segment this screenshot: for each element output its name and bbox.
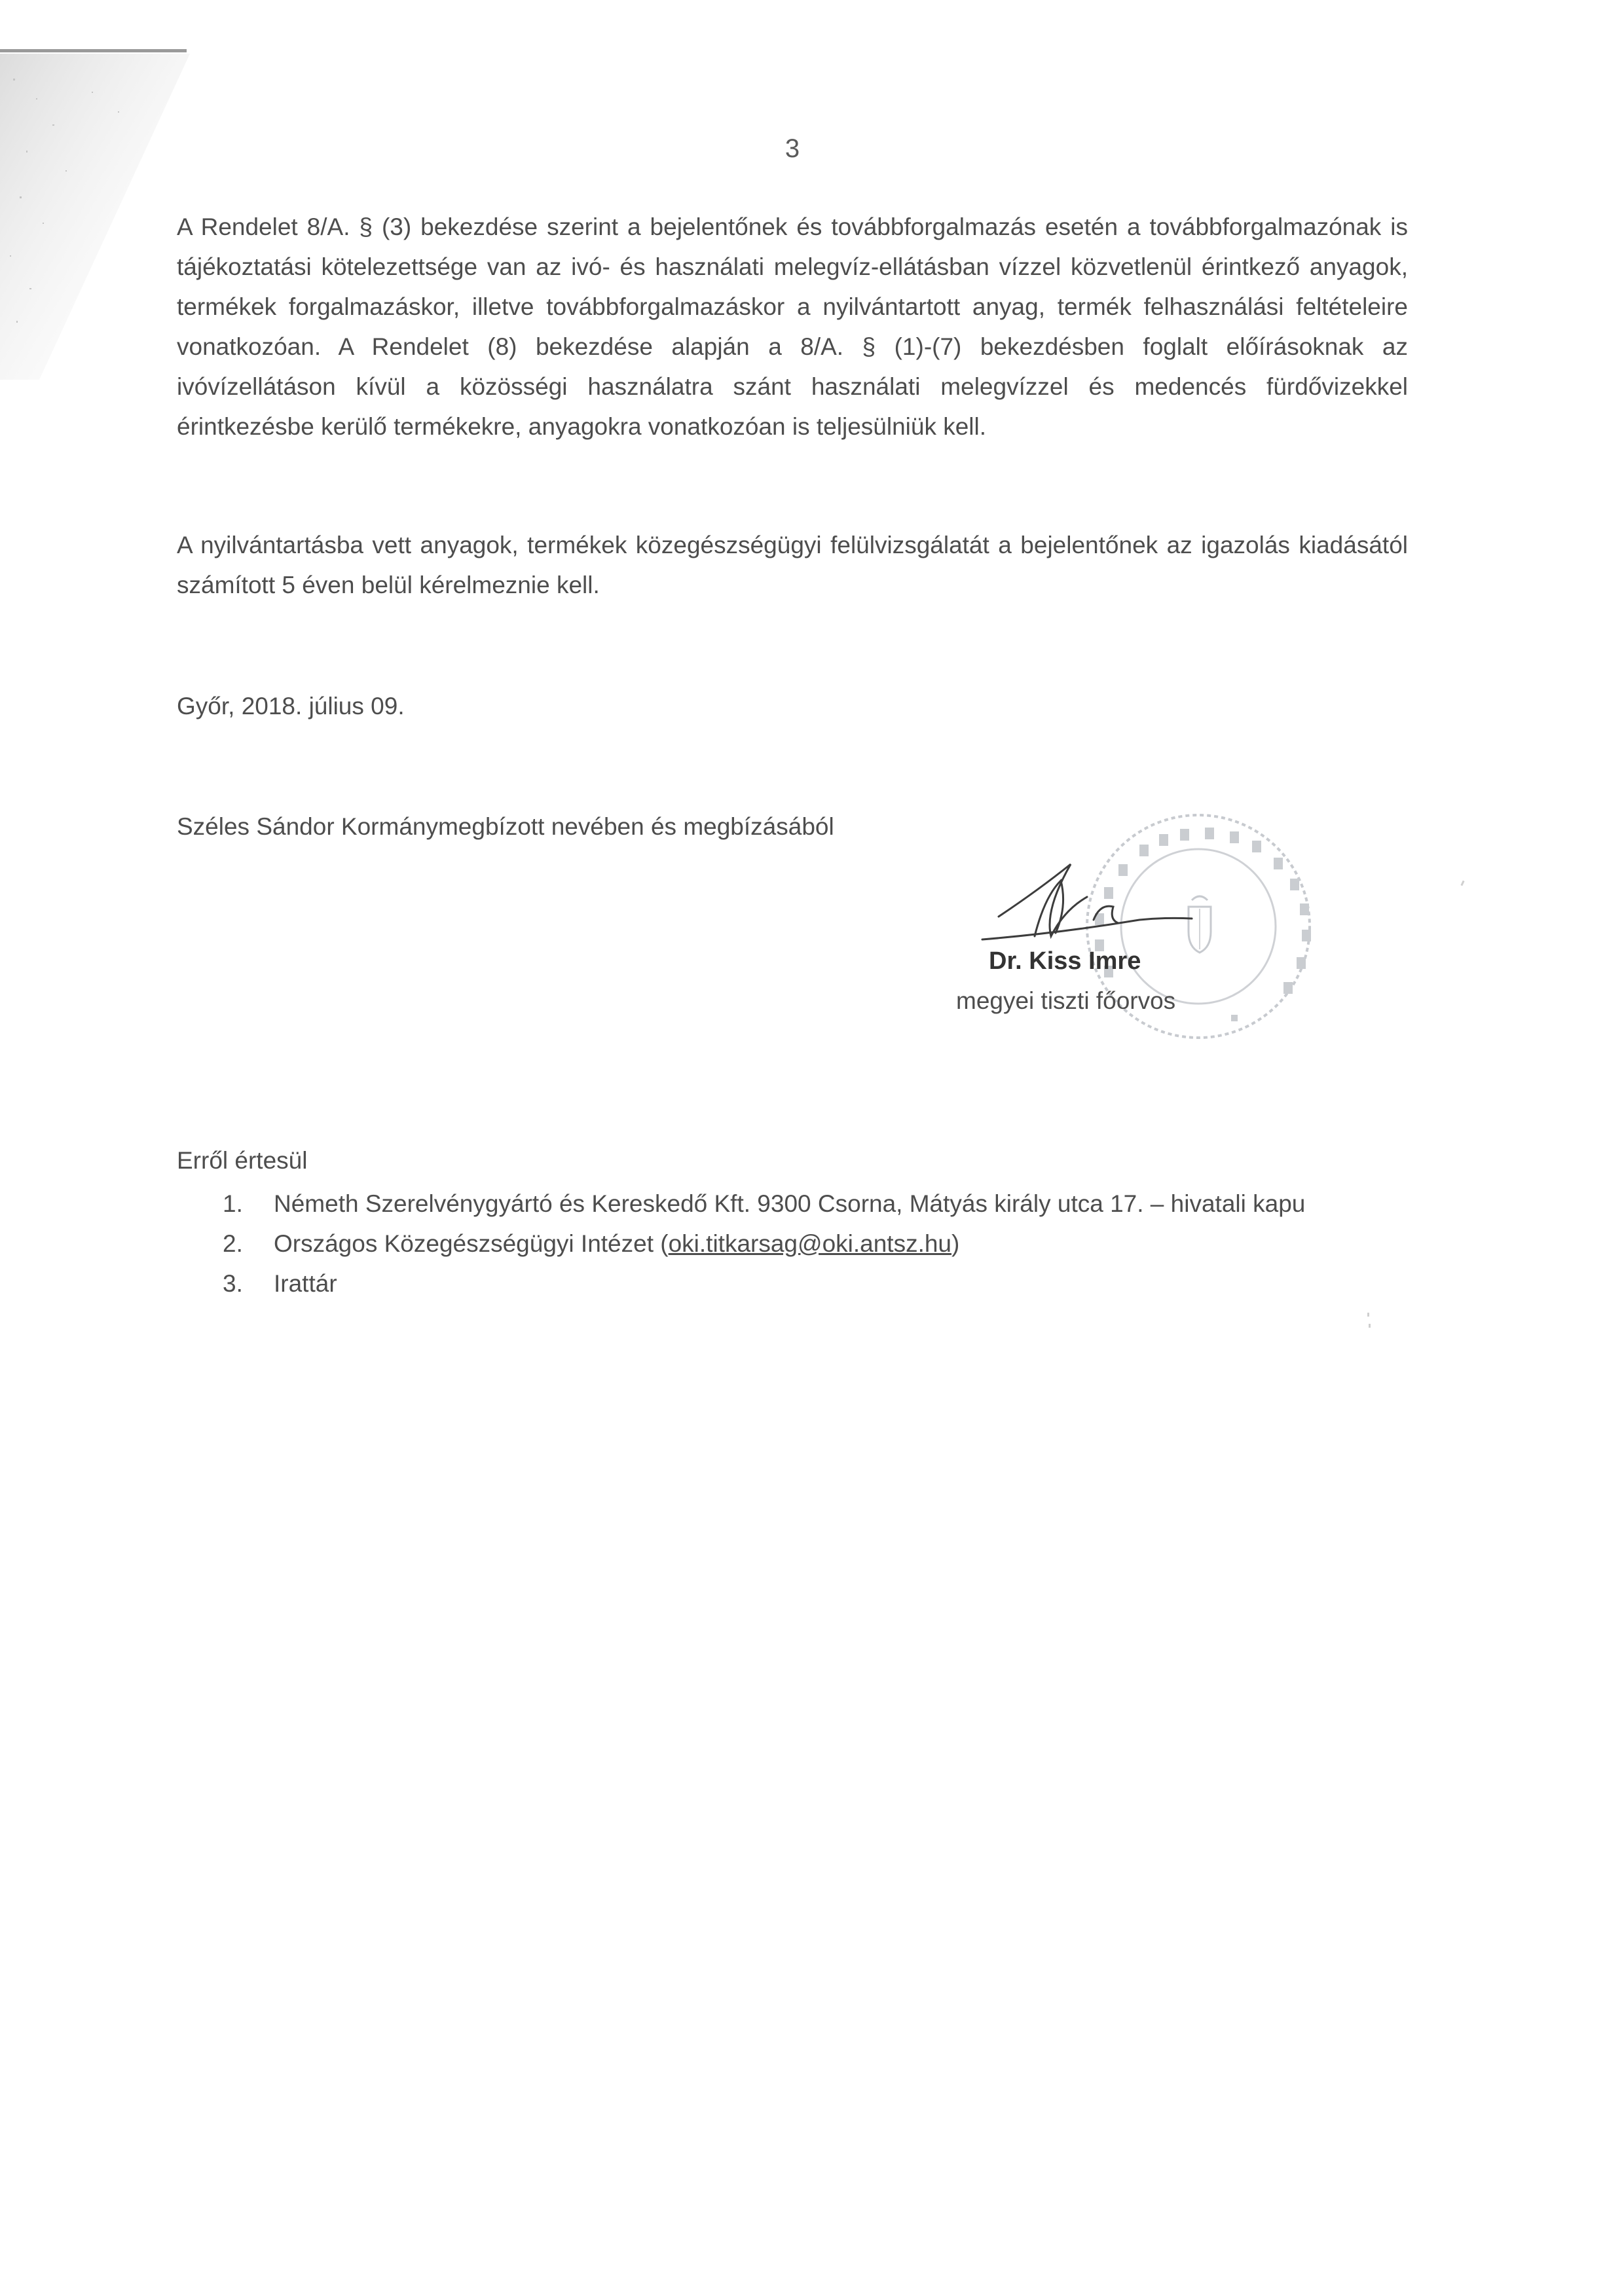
signature-and-stamp — [943, 805, 1336, 1080]
distribution-list — [223, 1184, 1305, 1303]
list-item-number: 1. — [223, 1190, 243, 1217]
scan-speck — [1460, 881, 1464, 886]
list-item-text: Irattár — [274, 1270, 337, 1297]
page-number: 3 — [784, 134, 800, 163]
list-item — [223, 1224, 1305, 1264]
paragraph-notification-duty: A Rendelet 8/A. § (3) bekezdése szerint a bejelentőnek és továbbforgalmazás esetén a továbbforgalmazónak is tájékoztatási kötelezettsége van az ivó- és használati melegvíz-ellátásban vízzel közvetlenül érintkező anyagok, termékek forgalmazáskor, illetve továbbforgalmazáskor a nyilvántartott anyag, termék felhasználási feltételeire vonatkozóan. A Rendelet (8) bekezdése alapján a 8/A. § (1)-(7) bekezdésben foglalt előírásoknak az ivóvízellátáson kívül a közösségi használatra szánt használati melegvízzel és medencés fürdővizekkel érintkezésbe kerülő termékekre, anyagokra vonatkozóan is teljesülniük kell. — [177, 213, 1408, 440]
list-item — [223, 1264, 1305, 1303]
signer-title: megyei tiszti főorvos — [956, 987, 1176, 1014]
signer-name: Dr. Kiss Imre — [989, 947, 1141, 975]
distribution-heading: Erről értesül — [177, 1147, 308, 1174]
scan-artifact — [0, 39, 196, 380]
list-item-text: Országos Közegészségügyi Intézet ( — [274, 1230, 669, 1257]
dateline: Győr, 2018. július 09. — [177, 693, 405, 720]
list-item — [223, 1184, 1305, 1224]
list-item-number: 2. — [223, 1230, 243, 1257]
paragraph-review-deadline: A nyilvántartásba vett anyagok, termékek közegészségügyi felülvizsgálatát a bejelentőnek az igazolás kiadásától számított 5 éven belül kérelmeznie kell. — [177, 532, 1408, 598]
list-item-number: 3. — [223, 1270, 243, 1297]
scan-speck — [1367, 1313, 1369, 1317]
scan-speck — [1369, 1324, 1371, 1328]
email-link[interactable]: oki.titkarsag@oki.antsz.hu — [668, 1230, 952, 1257]
list-item-suffix: ) — [951, 1230, 960, 1257]
list-item-text: Németh Szerelvénygyártó és Kereskedő Kft. 9300 Csorna, Mátyás király utca 17. – hivatali kapu — [274, 1190, 1306, 1217]
on-behalf-line: Széles Sándor Kormánymegbízott nevében és megbízásából — [177, 813, 834, 840]
handwritten-signature — [982, 864, 1192, 939]
